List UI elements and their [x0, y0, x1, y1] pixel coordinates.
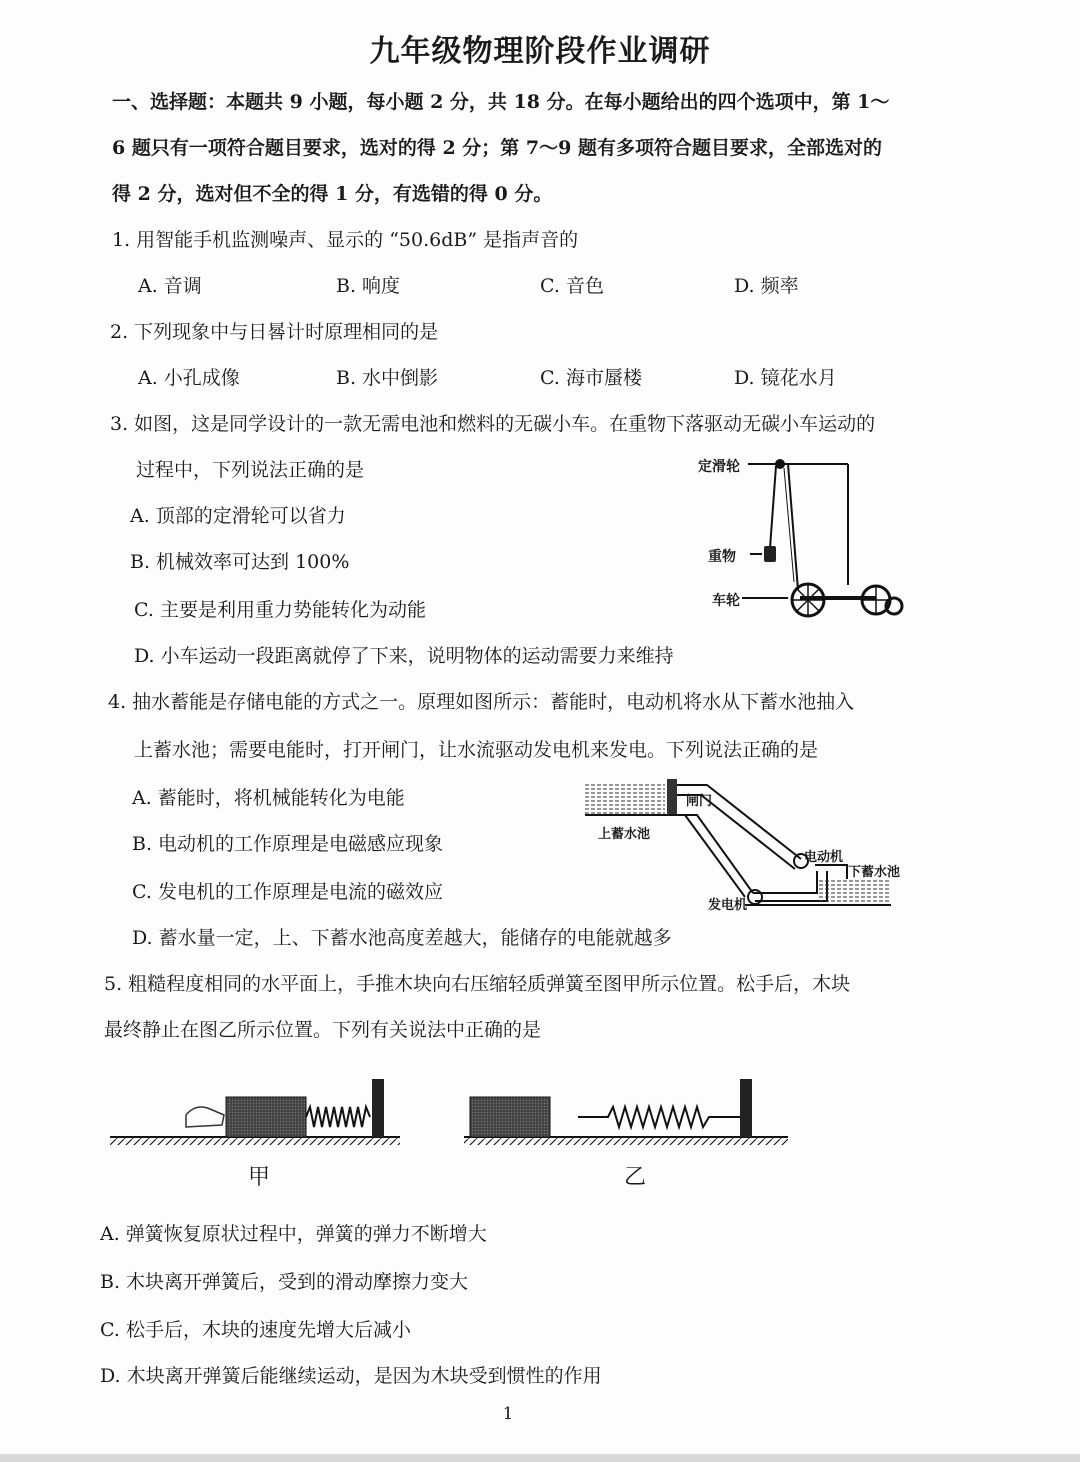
- sluice-gate-icon: [667, 779, 677, 815]
- q2-option-c: C. 海市蜃楼: [540, 367, 642, 389]
- q4-stem-line-2: 上蓄水池；需要电能时，打开闸门，让水流驱动发电机来发电。下列说法正确的是: [134, 739, 819, 761]
- figure-yi: [464, 1079, 788, 1145]
- label-lower-reservoir: 下蓄水池: [848, 865, 901, 880]
- q2-option-a: A. 小孔成像: [138, 367, 240, 389]
- label-upper-reservoir: 上蓄水池: [598, 827, 651, 842]
- q5-option-a: A. 弹簧恢复原状过程中，弹簧的弹力不断增大: [100, 1223, 487, 1245]
- q5-option-c: C. 松手后，木块的速度先增大后减小: [100, 1319, 411, 1341]
- q4-option-c: C. 发电机的工作原理是电流的磁效应: [132, 881, 443, 903]
- bottom-pipe: [753, 871, 817, 893]
- q3-option-a: A. 顶部的定滑轮可以省力: [130, 505, 346, 527]
- q3-option-d: D. 小车运动一段距离就停了下来，说明物体的运动需要力来维持: [134, 645, 674, 667]
- q2-option-d: D. 镜花水月: [734, 367, 837, 389]
- section-instruction-line-2: 6 题只有一项符合题目要求，选对的得 2 分；第 7～9 题有多项符合题目要求，全部选对的: [112, 137, 882, 159]
- q1-option-b: B. 响度: [336, 275, 401, 297]
- caption-jia: 甲: [248, 1165, 271, 1190]
- q3-stem-line-2: 过程中，下列说法正确的是: [136, 459, 365, 481]
- label-gate: 闸门: [686, 794, 713, 809]
- car-diagram: [690, 450, 910, 630]
- label-wheel: 车轮: [712, 593, 740, 609]
- weight-block-icon: [764, 546, 776, 562]
- q5-option-b: B. 木块离开弹簧后，受到的滑动摩擦力变大: [100, 1271, 469, 1293]
- jia-ground-hatch: [110, 1137, 400, 1145]
- q5-option-d: D. 木块离开弹簧后能继续运动，是因为木块受到惯性的作用: [100, 1365, 602, 1387]
- label-weight: 重物: [708, 549, 736, 565]
- yi-block: [470, 1097, 550, 1137]
- q1-option-a: A. 音调: [138, 275, 202, 297]
- label-fixed-pulley: 定滑轮: [698, 459, 740, 475]
- spring-block-diagrams: [108, 1075, 808, 1155]
- label-motor: 电动机: [804, 850, 844, 865]
- lower-reservoir-inlet: [815, 865, 847, 879]
- yi-wall: [740, 1079, 752, 1137]
- figure-jia: [110, 1079, 400, 1145]
- q4-option-b: B. 电动机的工作原理是电磁感应现象: [132, 833, 444, 855]
- q2-option-b: B. 水中倒影: [336, 367, 439, 389]
- yi-ground-hatch: [464, 1137, 788, 1145]
- lower-reservoir-water: [817, 879, 889, 905]
- section-instruction-line-1: 一、选择题：本题共 9 小题，每小题 2 分，共 18 分。在每小题给出的四个选项中，第 1～: [112, 91, 890, 113]
- q1-option-c: C. 音色: [540, 275, 604, 297]
- q3-option-b: B. 机械效率可达到 100%: [130, 551, 350, 573]
- page-number: 1: [502, 1404, 514, 1424]
- q4-stem-line-1: 4. 抽水蓄能是存储电能的方式之一。原理如图所示：蓄能时，电动机将水从下蓄水池抽入: [108, 691, 855, 713]
- label-generator: 发电机: [708, 898, 748, 913]
- fixed-pulley-icon: [775, 459, 785, 469]
- page-title: 九年级物理阶段作业调研: [369, 34, 711, 69]
- q5-stem-line-1: 5. 粗糙程度相同的水平面上，手推木块向右压缩轻质弹簧至图甲所示位置。松手后，木块: [104, 973, 851, 995]
- lower-pipe-inner: [685, 815, 745, 897]
- yi-spring: [578, 1107, 740, 1127]
- q4-option-a: A. 蓄能时，将机械能转化为电能: [132, 787, 405, 809]
- q3-option-c: C. 主要是利用重力势能转化为动能: [134, 599, 426, 621]
- rope: [770, 466, 776, 548]
- caption-yi: 乙: [624, 1165, 647, 1190]
- q1-option-d: D. 频率: [734, 275, 799, 297]
- q4-option-d: D. 蓄水量一定，上、下蓄水池高度差越大，能储存的电能就越多: [132, 927, 672, 949]
- q2-stem: 2. 下列现象中与日晷计时原理相同的是: [110, 321, 439, 343]
- scan-edge: [0, 1454, 1080, 1462]
- jia-spring: [306, 1107, 370, 1127]
- section-instruction-line-3: 得 2 分，选对但不全的得 1 分，有选错的得 0 分。: [112, 183, 553, 205]
- q3-stem-line-1: 3. 如图，这是同学设计的一款无需电池和燃料的无碳小车。在重物下落驱动无碳小车运动的: [110, 413, 876, 435]
- q1-stem: 1. 用智能手机监测噪声、显示的 “50.6dB” 是指声音的: [112, 229, 579, 251]
- upper-reservoir-water: [585, 783, 665, 815]
- jia-block: [226, 1097, 306, 1137]
- q5-stem-line-2: 最终静止在图乙所示位置。下列有关说法中正确的是: [104, 1019, 542, 1041]
- jia-wall: [372, 1079, 384, 1137]
- hand-icon: [186, 1107, 224, 1127]
